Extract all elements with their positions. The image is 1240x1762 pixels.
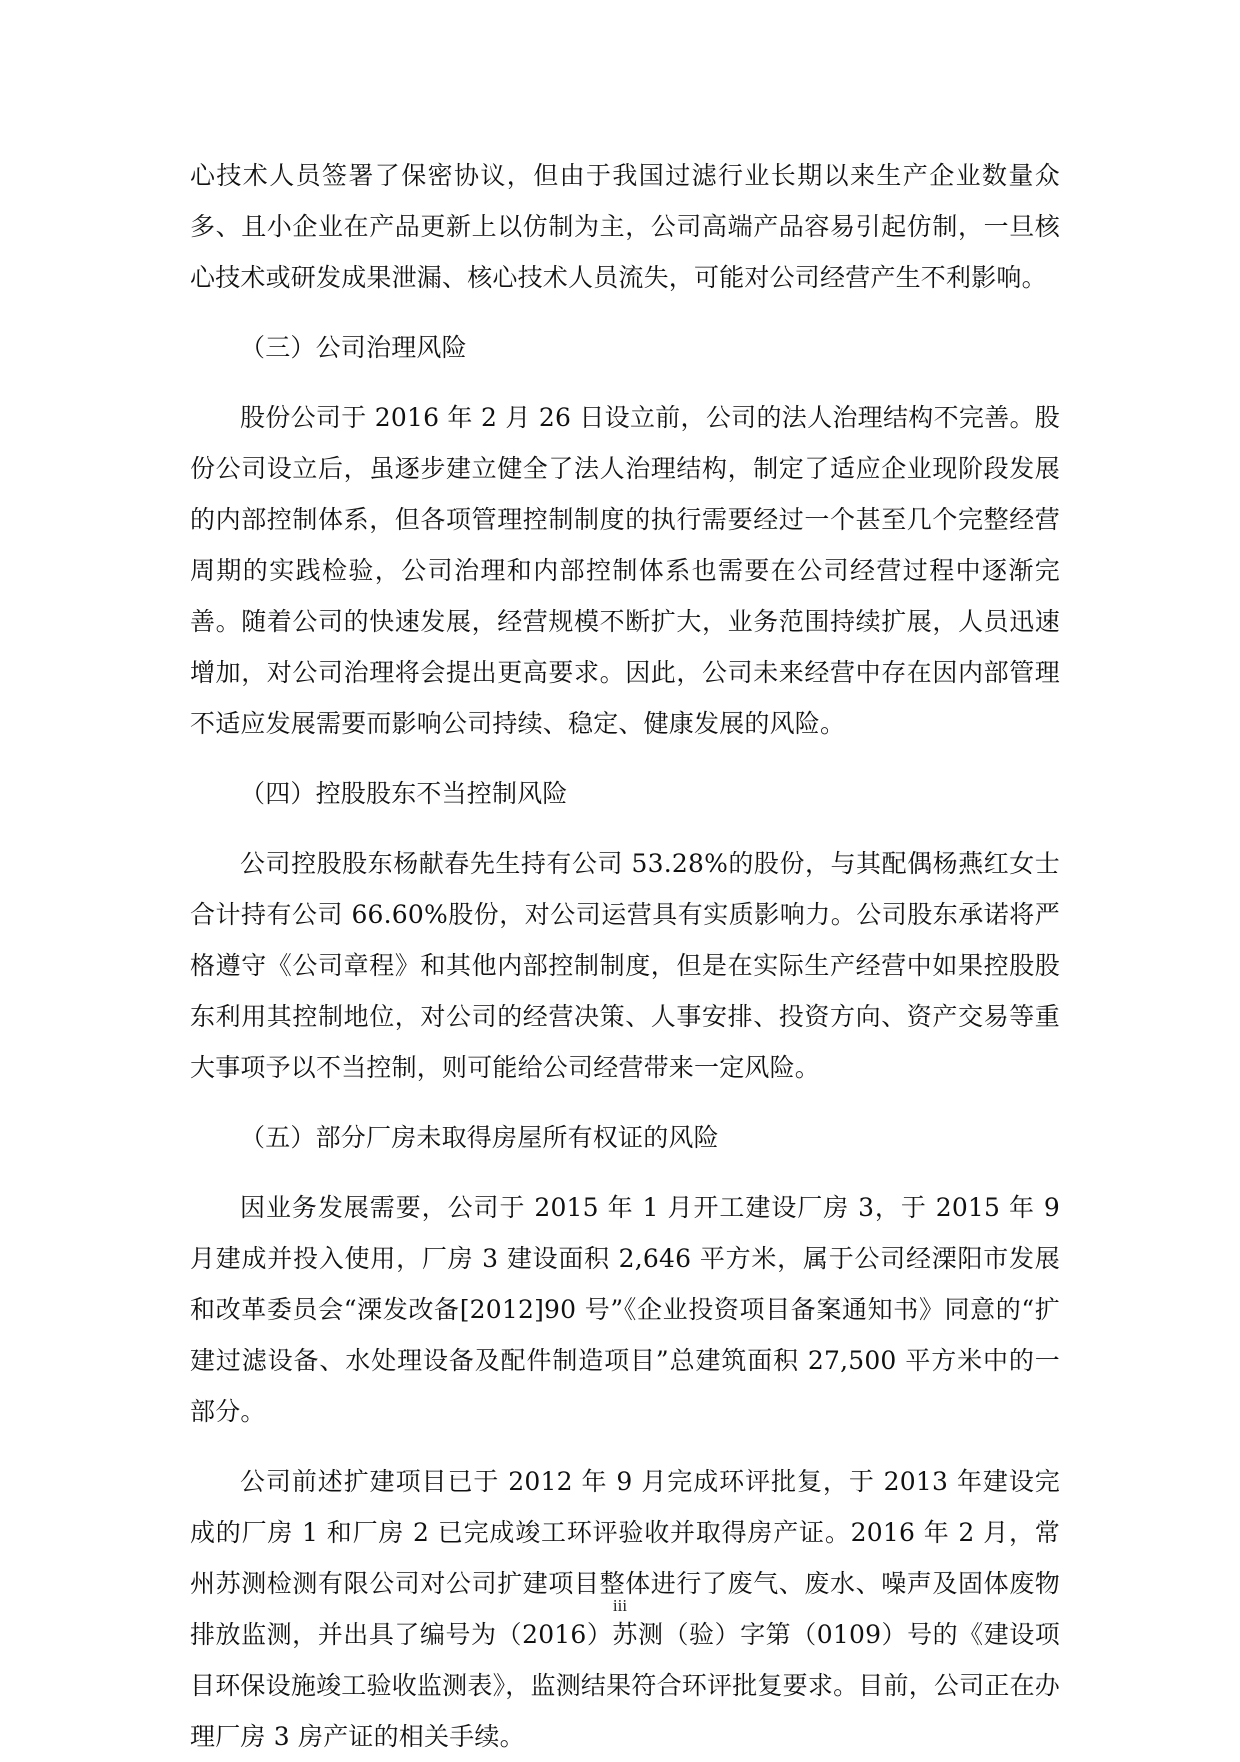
section-heading-property-certificate-risk: （五）部分厂房未取得房屋所有权证的风险	[240, 1123, 719, 1152]
section-heading-controlling-shareholder-risk: （四）控股股东不当控制风险	[240, 779, 568, 808]
section-heading-governance-risk: （三）公司治理风险	[240, 333, 467, 362]
document-body	[190, 150, 1060, 1762]
paragraph-factory-construction: 因业务发展需要，公司于 2015 年 1 月开工建设厂房 3，于 2015 年 9 月建成并投入使用，厂房 3 建设面积 2,646 平方米，属于公司经溧阳市发展和改革委员会“溧发改备[2012]90 号”《企业投资项目备案通知书》同意的“扩建过滤设备、水处理设备及配件制造项目”总建筑面积 27,500 平方米中的一部分。	[190, 1193, 1060, 1426]
paragraph-governance-risk: 股份公司于 2016 年 2 月 26 日设立前，公司的法人治理结构不完善。股份公司设立后，虽逐步建立健全了法人治理结构，制定了适应企业现阶段发展的内部控制体系，但各项管理控制制度的执行需要经过一个甚至几个完整经营周期的实践检验，公司治理和内部控制体系也需要在公司经营过程中逐渐完善。随着公司的快速发展，经营规模不断扩大，业务范围持续扩展，人员迅速增加，对公司治理将会提出更高要求。因此，公司未来经营中存在因内部管理不适应发展需要而影响公司持续、稳定、健康发展的风险。	[190, 403, 1060, 738]
paragraph-controlling-shareholder-risk: 公司控股股东杨献春先生持有公司 53.28%的股份，与其配偶杨燕红女士合计持有公司 66.60%股份，对公司运营具有实质影响力。公司股东承诺将严格遵守《公司章程》和其他内部控制制度，但是在实际生产经营中如果控股股东利用其控制地位，对公司的经营决策、人事安排、投资方向、资产交易等重大事项予以不当控制，则可能给公司经营带来一定风险。	[190, 849, 1060, 1082]
page-number: iii	[612, 1596, 628, 1615]
paragraph-environmental-approval: 公司前述扩建项目已于 2012 年 9 月完成环评批复，于 2013 年建设完成的厂房 1 和厂房 2 已完成竣工环评验收并取得房产证。2016 年 2 月，常州苏测检测有限公司对公司扩建项目整体进行了废气、废水、噪声及固体废物排放监测，并出具了编号为（2016）苏测（验）字第（0109）号的《建设项目环保设施竣工验收监测表》，监测结果符合环评批复要求。目前，公司正在办理厂房 3 房产证的相关手续。	[190, 1467, 1060, 1751]
paragraph-continued-confidentiality: 心技术人员签署了保密协议，但由于我国过滤行业长期以来生产企业数量众多、且小企业在产品更新上以仿制为主，公司高端产品容易引起仿制，一旦核心技术或研发成果泄漏、核心技术人员流失，可能对公司经营产生不利影响。	[190, 161, 1060, 292]
